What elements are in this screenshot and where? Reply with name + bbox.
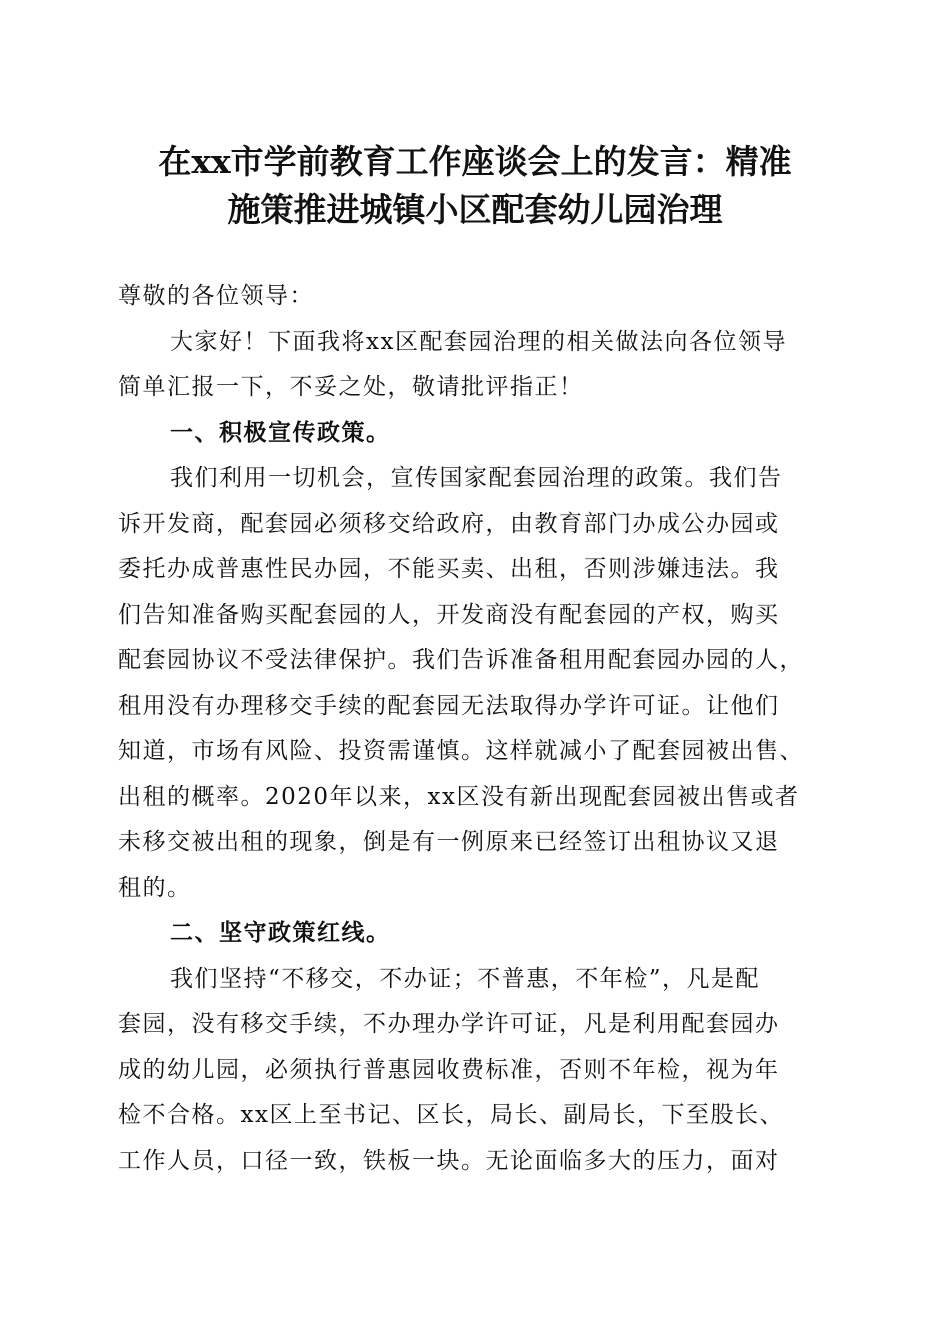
title-line-2: 施策推进城镇小区配套幼儿园治理 [227, 190, 723, 229]
section-1-line: 租用没有办理移交手续的配套园无法取得办学许可证。让他们 [118, 692, 780, 719]
section-1-line: 诉开发商，配套园必须移交给政府，由教育部门办成公办园或 [118, 510, 780, 537]
section-2-line: 套园，没有移交手续，不办理办学许可证，凡是利用配套园办 [118, 1011, 780, 1037]
salutation: 尊敬的各位领导： [118, 283, 314, 309]
section-2-line: 我们坚持“不移交，不办证；不普惠，不年检”，凡是配 [170, 965, 761, 992]
intro-line-2: 简单汇报一下，不妥之处，敬请批评指正！ [118, 374, 584, 400]
section-2-line: 检不合格。xx区上至书记、区长，局长、副局长，下至股长、 [118, 1102, 784, 1128]
document-body [118, 274, 838, 1184]
intro-line-1: 大家好！下面我将xx区配套园治理的相关做法向各位领导 [170, 328, 787, 355]
section-1-line: 出租的概率。2020年以来，xx区没有新出现配套园被出售或者 [118, 783, 800, 810]
document-title [0, 138, 950, 234]
section-1-line: 我们利用一切机会，宣传国家配套园治理的政策。我们告 [170, 465, 783, 491]
title-line-1: 在xx市学前教育工作座谈会上的发言：精准 [158, 142, 792, 181]
section-1-line: 们告知准备购买配套园的人，开发商没有配套园的产权，购买 [118, 601, 780, 628]
section-1-line: 知道，市场有风险、投资需谨慎。这样就减小了配套园被出售、 [118, 738, 804, 764]
section-1-line: 未移交被出租的现象，倒是有一例原来已经签订出租协议又退 [118, 829, 780, 855]
section-1-heading: 一、积极宣传政策。 [170, 419, 391, 446]
section-1-line: 租的。 [118, 874, 192, 901]
section-2-line: 工作人员，口径一致，铁板一块。无论面临多大的压力，面对 [118, 1147, 780, 1174]
section-2-heading: 二、坚守政策红线。 [170, 920, 391, 946]
section-1-line: 委托办成普惠性民办园，不能买卖、出租，否则涉嫌违法。我 [118, 556, 780, 582]
section-1-line: 配套园协议不受法律保护。我们告诉准备租用配套园办园的人， [118, 647, 804, 673]
section-2-line: 成的幼儿园，必须执行普惠园收费标准，否则不年检，视为年 [118, 1056, 780, 1083]
